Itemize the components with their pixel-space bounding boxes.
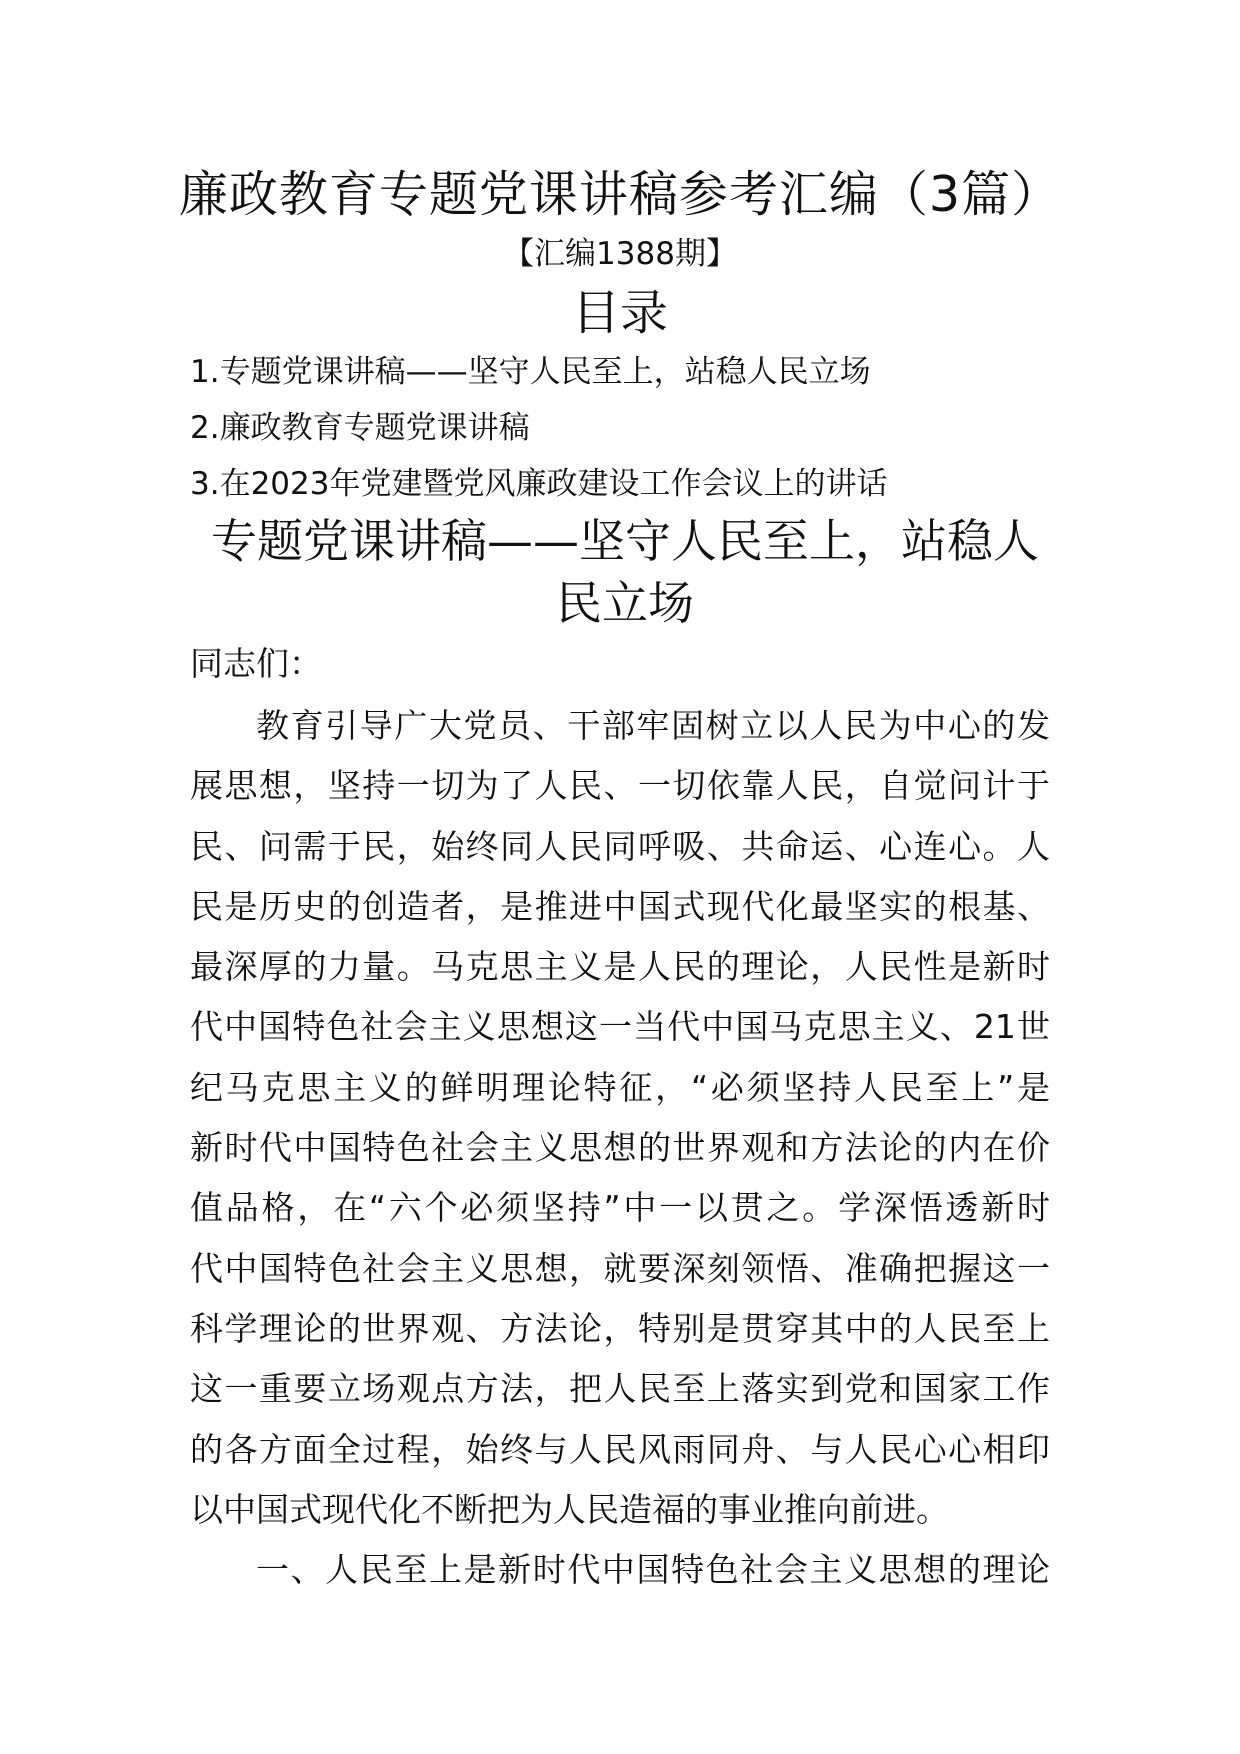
- body-line: 纪马克思主义的鲜明理论特征，“必须坚持人民至上”是: [190, 1067, 1050, 1107]
- body-line: 代中国特色社会主义思想这一当代中国马克思主义、21世: [190, 1007, 1050, 1047]
- section-title: [190, 510, 1060, 634]
- section-heading-1: 一、人民至上是新时代中国特色社会主义思想的理论: [256, 1550, 1050, 1590]
- document-title: 廉政教育专题党课讲稿参考汇编（3篇）: [178, 166, 1062, 223]
- body-line: 民、问需于民，始终同人民同呼吸、共命运、心连心。人: [190, 826, 1050, 866]
- section-title-line-1: 专题党课讲稿——坚守人民至上，站稳人: [211, 514, 1039, 568]
- body-line: 这一重要立场观点方法，把人民至上落实到党和国家工作: [190, 1369, 1050, 1409]
- body-line: 教育引导广大党员、干部牢固树立以人民为中心的发: [256, 706, 1050, 745]
- body-line: 最深厚的力量。马克思主义是人民的理论，人民性是新时: [190, 947, 1050, 987]
- body-line: 民是历史的创造者，是推进中国式现代化最坚实的根基、: [190, 886, 1050, 926]
- section-title-line-2: 民立场: [556, 576, 694, 630]
- body-line: 科学理论的世界观、方法论，特别是贯穿其中的人民至上: [190, 1308, 1050, 1348]
- body-text: [190, 696, 1050, 1600]
- body-line: 值品格，在“六个必须坚持”中一以贯之。学深悟透新时: [190, 1188, 1050, 1228]
- body-line: 新时代中国特色社会主义思想的世界观和方法论的内在价: [190, 1128, 1050, 1168]
- issue-number: 【汇编1388期】: [503, 236, 737, 272]
- greeting: 同志们：: [190, 644, 322, 683]
- toc-item-3[interactable]: 3.在2023年党建暨党风廉政建设工作会议上的讲话: [190, 466, 888, 502]
- body-line: 代中国特色社会主义思想，就要深刻领悟、准确把握这一: [190, 1248, 1050, 1288]
- body-line: 的各方面全过程，始终与人民风雨同舟、与人民心心相印: [190, 1429, 1050, 1469]
- body-line: 展思想，坚持一切为了人民、一切依靠人民，自觉问计于: [190, 766, 1050, 806]
- table-of-contents: [190, 344, 887, 512]
- toc-item-2[interactable]: 2.廉政教育专题党课讲稿: [190, 410, 530, 446]
- body-line: 以中国式现代化不断把为人民造福的事业推向前进。: [190, 1489, 949, 1529]
- toc-item-1[interactable]: 1.专题党课讲稿——坚守人民至上，站稳人民立场: [190, 354, 871, 390]
- toc-heading: 目录: [571, 285, 668, 341]
